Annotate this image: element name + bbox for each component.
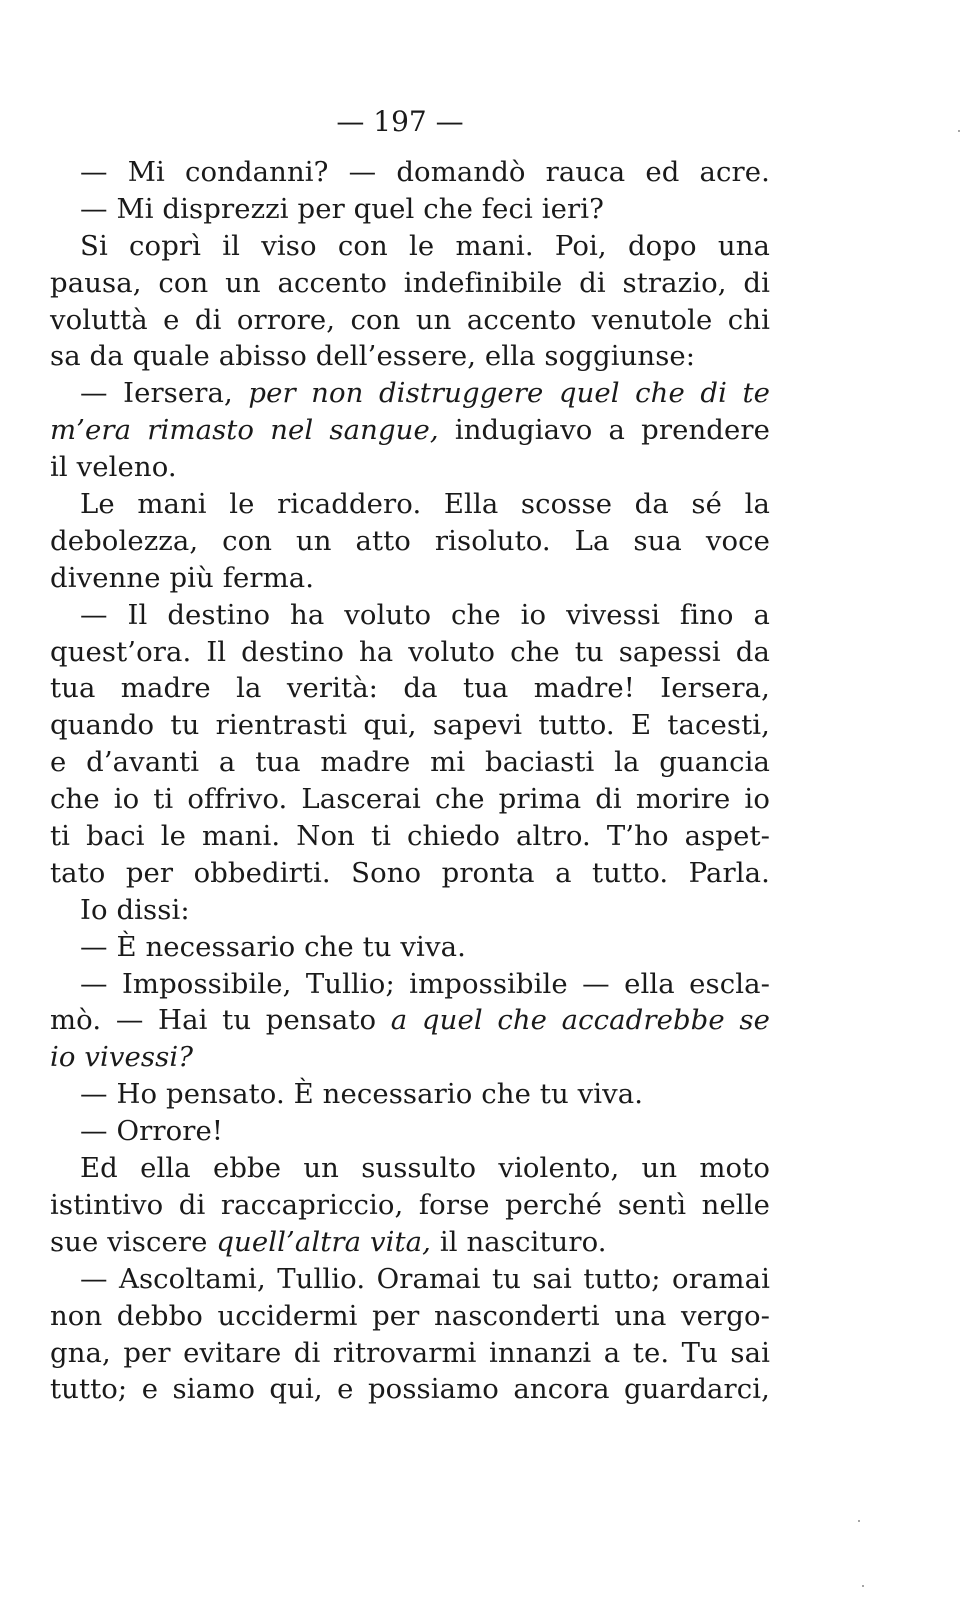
text-line bbox=[50, 818, 770, 855]
text-segment: — Iersera, bbox=[80, 377, 249, 410]
text-line bbox=[50, 966, 770, 1003]
paper-speck bbox=[958, 130, 960, 132]
text-segment: gna, per evitare di ritrovarmi innanzi a te. Tu sai bbox=[50, 1336, 770, 1369]
text-line bbox=[50, 597, 770, 634]
text-segment: divenne più ferma. bbox=[50, 561, 315, 594]
text-line bbox=[50, 634, 770, 671]
text-segment: mò. — Hai tu pensato bbox=[50, 1004, 391, 1037]
text-segment: tutto; e siamo qui, e possiamo ancora guardarci, bbox=[50, 1373, 770, 1406]
text-line bbox=[50, 1002, 770, 1039]
text-segment: — Impossibile, Tullio; impossibile — ella escla- bbox=[80, 967, 770, 1000]
text-line bbox=[50, 523, 770, 560]
text-segment: — Ascoltami, Tullio. Oramai tu sai tutto; oramai bbox=[80, 1262, 770, 1295]
text-line bbox=[50, 1371, 770, 1408]
text-segment: sa da quale abisso dell’essere, ella soggiunse: bbox=[50, 340, 696, 373]
text-segment: — È necessario che tu viva. bbox=[80, 930, 466, 963]
paper-speck bbox=[862, 1585, 864, 1587]
text-line bbox=[50, 302, 770, 339]
text-line bbox=[50, 892, 770, 929]
text-line bbox=[50, 1335, 770, 1372]
text-line bbox=[50, 228, 770, 265]
text-line bbox=[50, 1261, 770, 1298]
text-line bbox=[50, 929, 770, 966]
text-line bbox=[50, 265, 770, 302]
text-segment: indugiavo a prendere bbox=[438, 414, 770, 447]
text-line bbox=[50, 670, 770, 707]
text-line bbox=[50, 1076, 770, 1113]
text-segment: che io ti offrivo. Lascerai che prima di morire io bbox=[50, 783, 770, 816]
text-line bbox=[50, 449, 770, 486]
text-line bbox=[50, 338, 770, 375]
text-line bbox=[50, 191, 770, 228]
italic-text: m’era rimasto nel sangue, bbox=[50, 414, 439, 447]
page-number: — 197 — bbox=[336, 105, 464, 138]
text-segment: Si coprì il viso con le mani. Poi, dopo una bbox=[80, 229, 770, 262]
text-segment: non debbo uccidermi per nasconderti una vergo- bbox=[50, 1299, 770, 1332]
text-segment: — Orrore! bbox=[80, 1115, 224, 1148]
text-line bbox=[50, 560, 770, 597]
text-segment: quando tu rientrasti qui, sapevi tutto. E tacesti, bbox=[50, 709, 770, 742]
text-segment: il nascituro. bbox=[431, 1225, 607, 1258]
text-segment: debolezza, con un atto risoluto. La sua voce bbox=[50, 524, 770, 557]
text-line bbox=[50, 1150, 770, 1187]
text-segment: — Il destino ha voluto che io vivessi fino a bbox=[80, 598, 770, 631]
text-line bbox=[50, 1039, 770, 1076]
text-line bbox=[50, 781, 770, 818]
text-segment: ti baci le mani. Non ti chiedo altro. T’ho aspet- bbox=[50, 820, 770, 853]
text-line bbox=[50, 486, 770, 523]
text-line bbox=[50, 855, 770, 892]
text-segment: e d’avanti a tua madre mi baciasti la guancia bbox=[50, 746, 770, 779]
text-segment: — Mi disprezzi per quel che feci ieri? bbox=[80, 192, 604, 225]
text-line bbox=[50, 744, 770, 781]
text-line bbox=[50, 1113, 770, 1150]
text-segment: tato per obbedirti. Sono pronta a tutto. Parla. bbox=[50, 856, 770, 889]
text-segment: Le mani le ricaddero. Ella scosse da sé la bbox=[80, 488, 770, 521]
text-segment: sue viscere bbox=[50, 1225, 217, 1258]
text-segment: quest’ora. Il destino ha voluto che tu sapessi da bbox=[50, 635, 770, 668]
text-segment: Io dissi: bbox=[80, 893, 190, 926]
text-segment: Ed ella ebbe un sussulto violento, un moto bbox=[80, 1152, 770, 1185]
text-line bbox=[50, 1224, 770, 1261]
text-line bbox=[50, 707, 770, 744]
text-segment: tua madre la verità: da tua madre! Iersera, bbox=[50, 672, 770, 705]
text-line bbox=[50, 412, 770, 449]
text-line bbox=[50, 1298, 770, 1335]
text-segment: — Mi condanni? — domandò rauca ed acre. bbox=[80, 156, 770, 188]
paper-speck bbox=[858, 1520, 860, 1522]
italic-text: io vivessi? bbox=[50, 1041, 194, 1074]
text-segment: il veleno. bbox=[50, 451, 177, 484]
text-line bbox=[50, 1187, 770, 1224]
text-segment: pausa, con un accento indefinibile di strazio, di bbox=[50, 266, 770, 299]
text-line bbox=[50, 154, 770, 191]
italic-text: quell’altra vita, bbox=[216, 1225, 431, 1258]
text-segment: istintivo di raccapriccio, forse perché sentì nelle bbox=[50, 1188, 770, 1221]
text-segment: voluttà e di orrore, con un accento venutole chi bbox=[50, 303, 770, 336]
italic-text: a quel che accadrebbe se bbox=[390, 1004, 770, 1037]
text-segment: — Ho pensato. È necessario che tu viva. bbox=[80, 1078, 644, 1111]
italic-text: per non distruggere quel che di te bbox=[248, 377, 770, 410]
body-text bbox=[50, 154, 770, 1408]
text-line bbox=[50, 375, 770, 412]
